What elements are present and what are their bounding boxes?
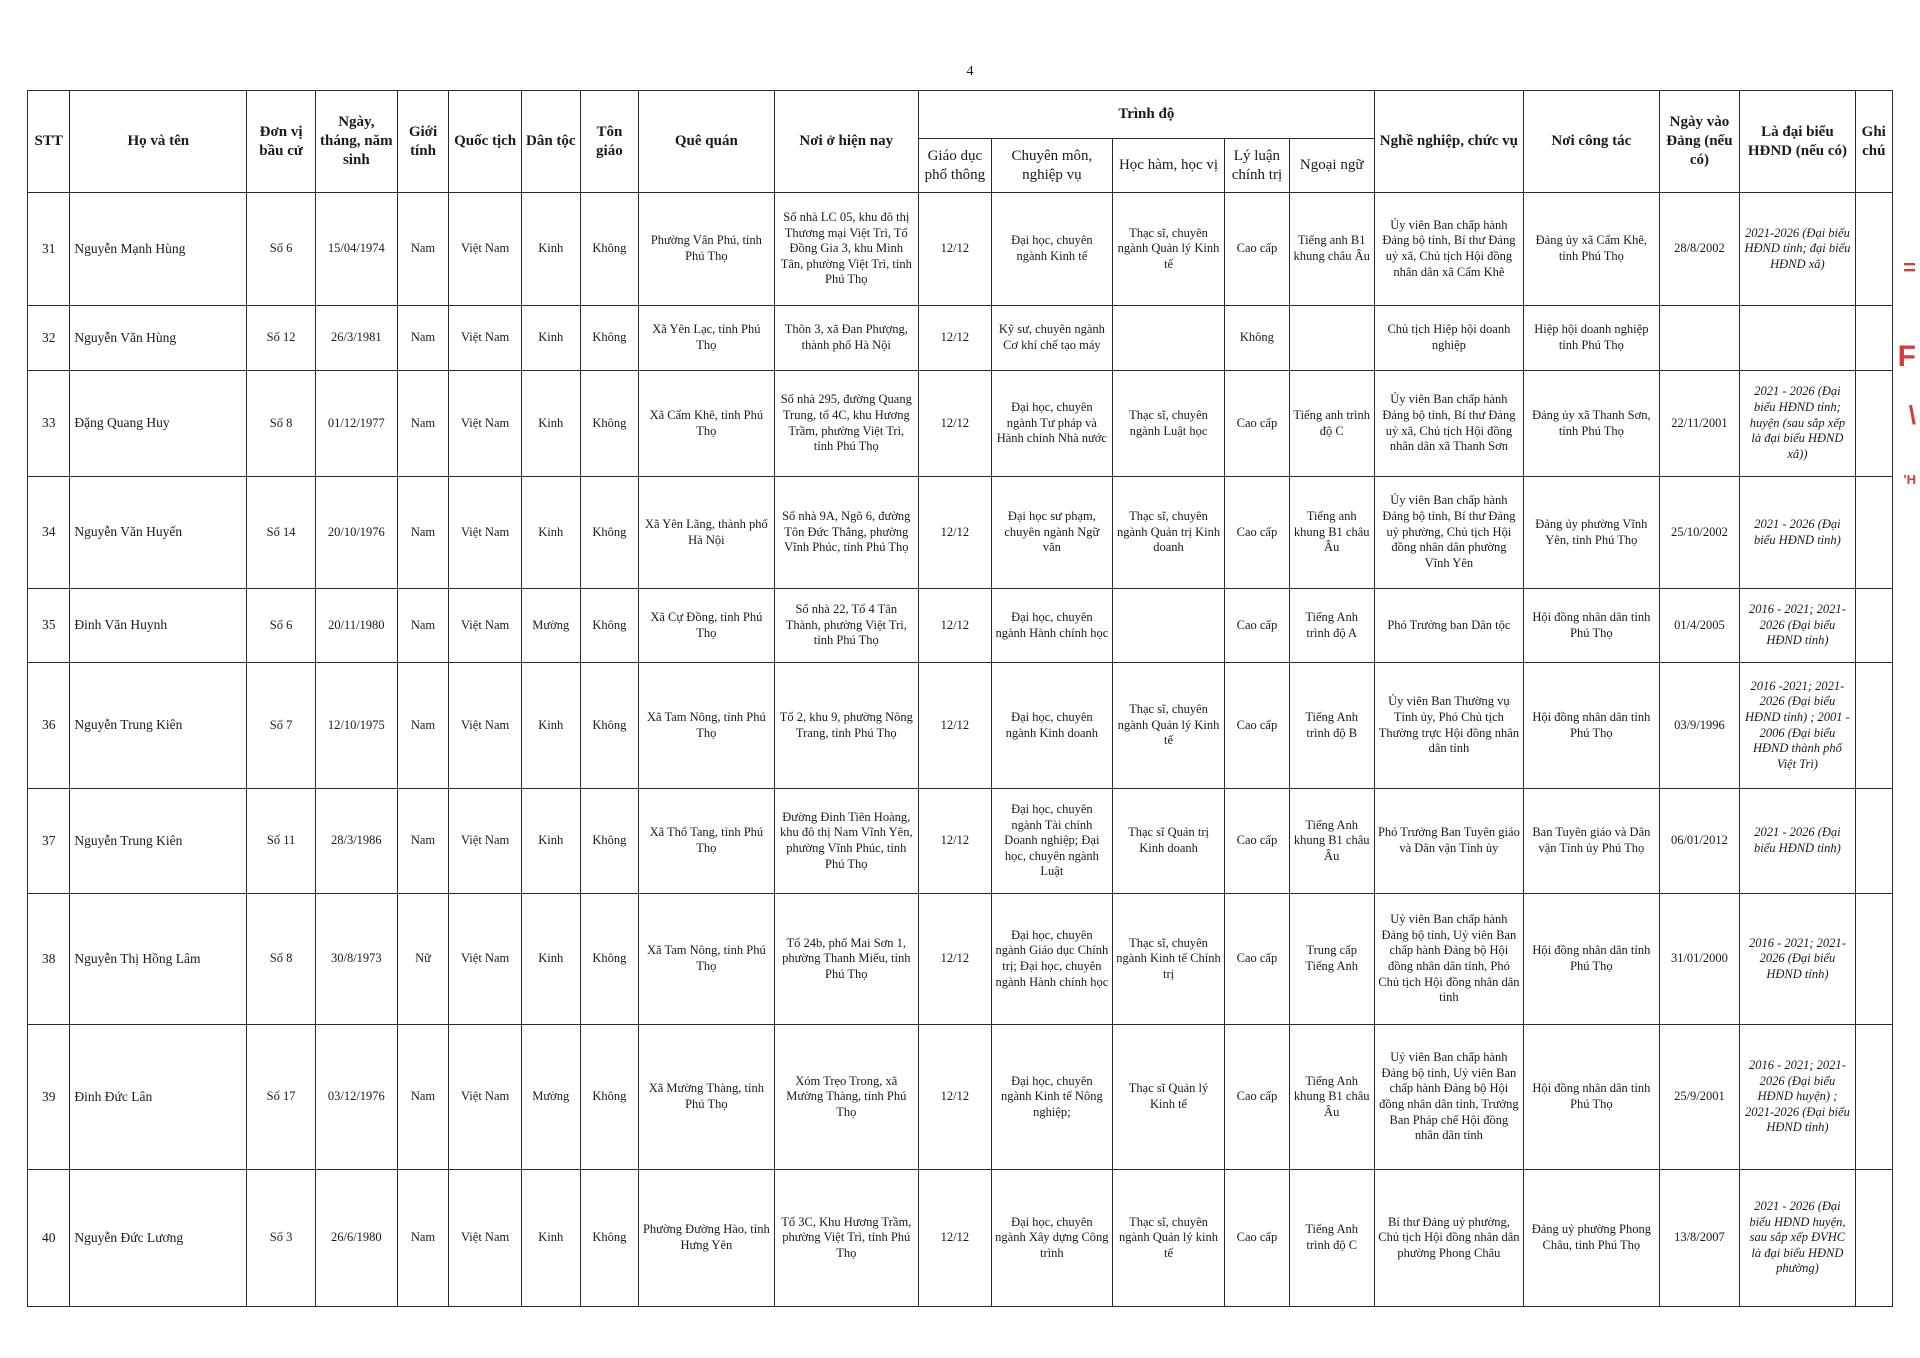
row-language: Tiếng anh B1 khung châu Âu — [1289, 193, 1374, 306]
table-header — [28, 91, 1893, 193]
row-general-edu: 12/12 — [919, 1025, 992, 1170]
row-delegate: 2016 - 2021; 2021-2026 (Đại biểu HĐND tỉnh) — [1740, 894, 1855, 1025]
row-political: Cao cấp — [1225, 1025, 1290, 1170]
row-hometown: Xã Tam Nông, tỉnh Phú Thọ — [639, 663, 774, 789]
row-unit: Số 11 — [247, 789, 316, 894]
row-stt: 39 — [28, 1025, 70, 1170]
row-hometown: Phường Đường Hào, tỉnh Hưng Yên — [639, 1170, 774, 1307]
row-party-date: 25/9/2001 — [1659, 1025, 1740, 1170]
header-specialty: Chuyên môn, nghiệp vụ — [991, 139, 1112, 193]
row-occupation: Phó Trưởng Ban Tuyên giáo và Dân vận Tỉnh ủy — [1374, 789, 1524, 894]
row-general-edu: 12/12 — [919, 193, 992, 306]
row-general-edu: 12/12 — [919, 306, 992, 371]
table-row — [28, 477, 1893, 589]
header-general-edu: Giáo dục phổ thông — [919, 139, 992, 193]
row-residence: Đường Đinh Tiên Hoàng, khu đô thị Nam Vĩnh Yên, phường Vĩnh Phúc, tỉnh Phú Thọ — [774, 789, 918, 894]
header-religion: Tôn giáo — [580, 91, 639, 193]
row-unit: Số 8 — [247, 894, 316, 1025]
row-gender: Nam — [397, 477, 449, 589]
row-occupation: Chủ tịch Hiệp hội doanh nghiệp — [1374, 306, 1524, 371]
row-academic: Thạc sĩ, chuyên ngành Luật học — [1112, 371, 1224, 477]
row-party-date: 13/8/2007 — [1659, 1170, 1740, 1307]
row-stt: 37 — [28, 789, 70, 894]
row-party-date: 01/4/2005 — [1659, 589, 1740, 663]
row-workplace: Hội đồng nhân dân tỉnh Phú Thọ — [1524, 894, 1659, 1025]
row-hometown: Xã Yên Lãng, thành phố Hà Nội — [639, 477, 774, 589]
row-dob: 30/8/1973 — [315, 894, 397, 1025]
row-workplace: Đảng ủy xã Cẩm Khê, tỉnh Phú Thọ — [1524, 193, 1659, 306]
row-religion: Không — [580, 1025, 639, 1170]
row-dob: 26/6/1980 — [315, 1170, 397, 1307]
row-general-edu: 12/12 — [919, 477, 992, 589]
row-party-date: 22/11/2001 — [1659, 371, 1740, 477]
row-notes — [1855, 1025, 1893, 1170]
row-party-date: 25/10/2002 — [1659, 477, 1740, 589]
row-hometown: Xã Cẩm Khê, tỉnh Phú Thọ — [639, 371, 774, 477]
header-delegate: Là đại biểu HĐND (nếu có) — [1740, 91, 1855, 193]
row-political: Cao cấp — [1225, 371, 1290, 477]
row-academic: Thạc sĩ, chuyên ngành Kinh tế Chính trị — [1112, 894, 1224, 1025]
row-occupation: Uỷ viên Ban chấp hành Đảng bộ tỉnh, Uỷ viên Ban chấp hành Đảng bộ Hội đồng nhân dân tỉnh, Phó Chủ tịch Hội đồng nhân dân tỉnh — [1374, 894, 1524, 1025]
row-unit: Số 7 — [247, 663, 316, 789]
row-political: Cao cấp — [1225, 1170, 1290, 1307]
row-ethnicity: Kinh — [521, 789, 580, 894]
row-stt: 31 — [28, 193, 70, 306]
row-academic — [1112, 306, 1224, 371]
row-specialty: Đại học, chuyên ngành Xây dựng Công trình — [991, 1170, 1112, 1307]
row-delegate: 2021-2026 (Đại biểu HĐND tỉnh; đại biểu HĐND xã) — [1740, 193, 1855, 306]
row-delegate: 2021 - 2026 (Đại biểu HĐND tỉnh; huyện (sau sắp xếp là đại biểu HĐND xã)) — [1740, 371, 1855, 477]
row-ethnicity: Kinh — [521, 193, 580, 306]
row-stt: 35 — [28, 589, 70, 663]
row-religion: Không — [580, 663, 639, 789]
row-dob: 20/10/1976 — [315, 477, 397, 589]
row-occupation: Ủy viên Ban chấp hành Đảng bộ tỉnh, Bí thư Đảng uỷ xã, Chủ tịch Hội đồng nhân dân xã Thanh Sơn — [1374, 371, 1524, 477]
row-full-name: Đinh Văn Huynh — [70, 589, 247, 663]
row-dob: 28/3/1986 — [315, 789, 397, 894]
row-occupation: Bí thư Đảng uỷ phường, Chủ tịch Hội đồng nhân dân phường Phong Châu — [1374, 1170, 1524, 1307]
row-dob: 15/04/1974 — [315, 193, 397, 306]
row-gender: Nam — [397, 193, 449, 306]
row-delegate: 2021 - 2026 (Đại biểu HĐND huyện, sau sắp xếp ĐVHC là đại biểu HĐND phường) — [1740, 1170, 1855, 1307]
row-notes — [1855, 306, 1893, 371]
row-workplace: Hội đồng nhân dân tỉnh Phú Thọ — [1524, 589, 1659, 663]
row-unit: Số 12 — [247, 306, 316, 371]
row-specialty: Đại học, chuyên ngành Hành chính học — [991, 589, 1112, 663]
row-hometown: Xã Tam Nông, tỉnh Phú Thọ — [639, 894, 774, 1025]
row-unit: Số 6 — [247, 589, 316, 663]
row-nationality: Việt Nam — [449, 306, 522, 371]
row-delegate: 2016 - 2021; 2021-2026 (Đại biểu HĐND huyện) ; 2021-2026 (Đại biểu HĐND tỉnh) — [1740, 1025, 1855, 1170]
row-nationality: Việt Nam — [449, 371, 522, 477]
header-academic: Học hàm, học vị — [1112, 139, 1224, 193]
table-row — [28, 1025, 1893, 1170]
row-stt: 32 — [28, 306, 70, 371]
header-education-group: Trình độ — [919, 91, 1375, 139]
table-row — [28, 1170, 1893, 1307]
row-workplace: Đảng uỷ phường Phong Châu, tỉnh Phú Thọ — [1524, 1170, 1659, 1307]
row-workplace: Đảng ủy phường Vĩnh Yên, tỉnh Phú Thọ — [1524, 477, 1659, 589]
row-dob: 20/11/1980 — [315, 589, 397, 663]
row-notes — [1855, 1170, 1893, 1307]
table-body — [28, 193, 1893, 1307]
row-academic: Thạc sĩ, chuyên ngành Quản lý Kinh tế — [1112, 193, 1224, 306]
row-hometown: Xã Thổ Tang, tỉnh Phú Thọ — [639, 789, 774, 894]
row-workplace: Hội đồng nhân dân tỉnh Phú Thọ — [1524, 663, 1659, 789]
row-full-name: Nguyễn Trung Kiên — [70, 789, 247, 894]
row-political: Cao cấp — [1225, 663, 1290, 789]
row-workplace: Hiệp hội doanh nghiệp tỉnh Phú Thọ — [1524, 306, 1659, 371]
row-dob: 01/12/1977 — [315, 371, 397, 477]
row-workplace: Hội đồng nhân dân tỉnh Phú Thọ — [1524, 1025, 1659, 1170]
row-religion: Không — [580, 589, 639, 663]
row-gender: Nam — [397, 306, 449, 371]
row-religion: Không — [580, 894, 639, 1025]
row-nationality: Việt Nam — [449, 894, 522, 1025]
row-academic — [1112, 589, 1224, 663]
stamp-fragment-icon: F — [1897, 340, 1916, 373]
row-hometown: Xã Cự Đồng, tỉnh Phú Thọ — [639, 589, 774, 663]
row-specialty: Đại học, chuyên ngành Tư pháp và Hành chính Nhà nước — [991, 371, 1112, 477]
row-language: Tiếng anh khung B1 châu Âu — [1289, 477, 1374, 589]
table-row — [28, 371, 1893, 477]
table-row — [28, 193, 1893, 306]
row-party-date: 31/01/2000 — [1659, 894, 1740, 1025]
header-full-name: Họ và tên — [70, 91, 247, 193]
row-political: Cao cấp — [1225, 589, 1290, 663]
row-academic: Thạc sĩ Quản lý Kinh tế — [1112, 1025, 1224, 1170]
row-unit: Số 17 — [247, 1025, 316, 1170]
row-residence: Thôn 3, xã Đan Phượng, thành phố Hà Nội — [774, 306, 918, 371]
row-specialty: Đại học, chuyên ngành Tài chính Doanh nghiệp; Đại học, chuyên ngành Luật — [991, 789, 1112, 894]
row-nationality: Việt Nam — [449, 193, 522, 306]
row-stt: 33 — [28, 371, 70, 477]
row-full-name: Nguyễn Mạnh Hùng — [70, 193, 247, 306]
row-occupation: Ủy viên Ban chấp hành Đảng bộ tỉnh, Bí thư Đảng uỷ xã, Chủ tịch Hội đồng nhân dân xã Cẩm Khê — [1374, 193, 1524, 306]
row-dob: 12/10/1975 — [315, 663, 397, 789]
row-ethnicity: Kinh — [521, 306, 580, 371]
row-hometown: Xã Mường Thàng, tỉnh Phú Thọ — [639, 1025, 774, 1170]
row-nationality: Việt Nam — [449, 663, 522, 789]
row-specialty: Đại học, chuyên ngành Giáo dục Chính trị; Đại học, chuyên ngành Hành chính học — [991, 894, 1112, 1025]
row-nationality: Việt Nam — [449, 789, 522, 894]
row-residence: Số nhà 9A, Ngõ 6, đường Tôn Đức Thắng, phường Vĩnh Phúc, tỉnh Phú Thọ — [774, 477, 918, 589]
row-religion: Không — [580, 789, 639, 894]
row-language — [1289, 306, 1374, 371]
row-dob: 03/12/1976 — [315, 1025, 397, 1170]
row-unit: Số 3 — [247, 1170, 316, 1307]
row-notes — [1855, 589, 1893, 663]
row-party-date: 03/9/1996 — [1659, 663, 1740, 789]
row-party-date: 28/8/2002 — [1659, 193, 1740, 306]
row-notes — [1855, 894, 1893, 1025]
stamp-fragment-icon: 'H — [1903, 472, 1916, 487]
row-unit: Số 8 — [247, 371, 316, 477]
row-delegate: 2021 - 2026 (Đại biểu HĐND tỉnh) — [1740, 789, 1855, 894]
row-occupation: Phó Trưởng ban Dân tộc — [1374, 589, 1524, 663]
header-language: Ngoại ngữ — [1289, 139, 1374, 193]
row-delegate: 2016 -2021; 2021-2026 (Đại biểu HĐND tỉnh) ; 2001 - 2006 (Đại biểu HĐND thành phố Việt Trì) — [1740, 663, 1855, 789]
stamp-fragment-icon: \ — [1908, 400, 1916, 430]
header-residence: Nơi ở hiện nay — [774, 91, 918, 193]
row-political: Cao cấp — [1225, 894, 1290, 1025]
row-gender: Nam — [397, 371, 449, 477]
row-nationality: Việt Nam — [449, 589, 522, 663]
row-unit: Số 6 — [247, 193, 316, 306]
row-notes — [1855, 663, 1893, 789]
row-stt: 36 — [28, 663, 70, 789]
row-general-edu: 12/12 — [919, 589, 992, 663]
row-political: Cao cấp — [1225, 193, 1290, 306]
row-dob: 26/3/1981 — [315, 306, 397, 371]
row-specialty: Đại học, chuyên ngành Kinh tế — [991, 193, 1112, 306]
row-occupation: Ủy viên Ban Thường vụ Tỉnh ủy, Phó Chủ tịch Thường trực Hội đồng nhân dân tỉnh — [1374, 663, 1524, 789]
row-religion: Không — [580, 193, 639, 306]
row-gender: Nam — [397, 663, 449, 789]
row-ethnicity: Kinh — [521, 477, 580, 589]
row-gender: Nam — [397, 789, 449, 894]
row-specialty: Đại học, chuyên ngành Kinh doanh — [991, 663, 1112, 789]
row-stt: 40 — [28, 1170, 70, 1307]
header-dob: Ngày, tháng, năm sinh — [315, 91, 397, 193]
row-general-edu: 12/12 — [919, 1170, 992, 1307]
row-language: Tiếng Anh trình độ C — [1289, 1170, 1374, 1307]
row-gender: Nam — [397, 1025, 449, 1170]
row-language: Tiếng Anh trình độ A — [1289, 589, 1374, 663]
row-gender: Nam — [397, 1170, 449, 1307]
row-residence: Xóm Trẹo Trong, xã Mường Thàng, tỉnh Phú Thọ — [774, 1025, 918, 1170]
row-unit: Số 14 — [247, 477, 316, 589]
row-delegate: 2021 - 2026 (Đại biểu HĐND tỉnh) — [1740, 477, 1855, 589]
row-delegate: 2016 - 2021; 2021-2026 (Đại biểu HĐND tỉnh) — [1740, 589, 1855, 663]
row-residence: Tổ 24b, phố Mai Sơn 1, phường Thanh Miếu, tỉnh Phú Thọ — [774, 894, 918, 1025]
row-general-edu: 12/12 — [919, 371, 992, 477]
row-ethnicity: Kinh — [521, 663, 580, 789]
row-residence: Số nhà LC 05, khu đô thị Thương mại Việt Trì, Tổ Đồng Gia 3, khu Minh Tân, phường Việt Trì, tỉnh Phú Thọ — [774, 193, 918, 306]
header-stt: STT — [28, 91, 70, 193]
row-party-date: 06/01/2012 — [1659, 789, 1740, 894]
row-residence: Số nhà 295, đường Quang Trung, tổ 4C, khu Hương Trầm, phường Việt Trì, tỉnh Phú Thọ — [774, 371, 918, 477]
row-language: Tiếng Anh trình độ B — [1289, 663, 1374, 789]
row-stt: 38 — [28, 894, 70, 1025]
header-notes: Ghi chú — [1855, 91, 1893, 193]
row-political: Cao cấp — [1225, 477, 1290, 589]
row-ethnicity: Kinh — [521, 894, 580, 1025]
row-religion: Không — [580, 477, 639, 589]
header-gender: Giới tính — [397, 91, 449, 193]
table-row — [28, 894, 1893, 1025]
header-workplace: Nơi công tác — [1524, 91, 1659, 193]
row-general-edu: 12/12 — [919, 663, 992, 789]
row-notes — [1855, 371, 1893, 477]
table-row — [28, 306, 1893, 371]
row-academic: Thạc sĩ, chuyên ngành Quản lý Kinh tế — [1112, 663, 1224, 789]
row-gender: Nam — [397, 589, 449, 663]
row-residence: Tổ 2, khu 9, phường Nông Trang, tỉnh Phú Thọ — [774, 663, 918, 789]
row-nationality: Việt Nam — [449, 1170, 522, 1307]
table-row — [28, 663, 1893, 789]
page-number: 4 — [966, 64, 974, 79]
row-language: Trung cấp Tiếng Anh — [1289, 894, 1374, 1025]
row-political: Không — [1225, 306, 1290, 371]
row-hometown: Phường Vân Phú, tỉnh Phú Thọ — [639, 193, 774, 306]
row-full-name: Nguyễn Đức Lương — [70, 1170, 247, 1307]
row-religion: Không — [580, 371, 639, 477]
stamp-fragment-icon: = — [1903, 255, 1916, 280]
row-nationality: Việt Nam — [449, 1025, 522, 1170]
row-notes — [1855, 477, 1893, 589]
header-hometown: Quê quán — [639, 91, 774, 193]
header-occupation: Nghề nghiệp, chức vụ — [1374, 91, 1524, 193]
row-general-edu: 12/12 — [919, 894, 992, 1025]
row-full-name: Nguyễn Thị Hồng Lâm — [70, 894, 247, 1025]
row-religion: Không — [580, 1170, 639, 1307]
row-academic: Thạc sĩ, chuyên ngành Quản trị Kinh doanh — [1112, 477, 1224, 589]
row-political: Cao cấp — [1225, 789, 1290, 894]
row-delegate — [1740, 306, 1855, 371]
row-full-name: Đặng Quang Huy — [70, 371, 247, 477]
table-row — [28, 589, 1893, 663]
row-general-edu: 12/12 — [919, 789, 992, 894]
row-workplace: Ban Tuyên giáo và Dân vận Tỉnh ủy Phú Thọ — [1524, 789, 1659, 894]
row-academic: Thạc sĩ Quản trị Kinh doanh — [1112, 789, 1224, 894]
row-language: Tiếng Anh khung B1 châu Âu — [1289, 789, 1374, 894]
header-political: Lý luận chính trị — [1225, 139, 1290, 193]
row-hometown: Xã Yên Lạc, tỉnh Phú Thọ — [639, 306, 774, 371]
row-ethnicity: Mường — [521, 589, 580, 663]
header-ethnicity: Dân tộc — [521, 91, 580, 193]
row-academic: Thạc sĩ, chuyên ngành Quản lý kinh tế — [1112, 1170, 1224, 1307]
row-full-name: Nguyễn Văn Hùng — [70, 306, 247, 371]
row-specialty: Đại học, chuyên ngành Kinh tế Nông nghiệp; — [991, 1025, 1112, 1170]
row-specialty: Đại học sư phạm, chuyên ngành Ngữ văn — [991, 477, 1112, 589]
row-ethnicity: Kinh — [521, 371, 580, 477]
table-row — [28, 789, 1893, 894]
row-nationality: Việt Nam — [449, 477, 522, 589]
row-full-name: Đinh Đức Lân — [70, 1025, 247, 1170]
row-full-name: Nguyễn Văn Huyến — [70, 477, 247, 589]
row-notes — [1855, 193, 1893, 306]
row-religion: Không — [580, 306, 639, 371]
header-unit: Đơn vị bầu cử — [247, 91, 316, 193]
row-language: Tiếng Anh khung B1 châu Âu — [1289, 1025, 1374, 1170]
row-gender: Nữ — [397, 894, 449, 1025]
row-language: Tiếng anh trình độ C — [1289, 371, 1374, 477]
row-ethnicity: Mường — [521, 1025, 580, 1170]
row-residence: Số nhà 22, Tổ 4 Tân Thành, phường Việt Trì, tỉnh Phú Thọ — [774, 589, 918, 663]
row-party-date — [1659, 306, 1740, 371]
row-full-name: Nguyễn Trung Kiên — [70, 663, 247, 789]
row-specialty: Kỹ sư, chuyên ngành Cơ khí chế tạo máy — [991, 306, 1112, 371]
row-stt: 34 — [28, 477, 70, 589]
row-occupation: Uỷ viên Ban chấp hành Đảng bộ tỉnh, Uỷ viên Ban chấp hành Đảng bộ Hội đồng nhân dân tỉnh, Trưởng Ban Pháp chế Hội đồng nhân dân tỉnh — [1374, 1025, 1524, 1170]
header-party-date: Ngày vào Đảng (nếu có) — [1659, 91, 1740, 193]
row-residence: Tổ 3C, Khu Hương Trầm, phường Việt Trì, tỉnh Phú Thọ — [774, 1170, 918, 1307]
header-nationality: Quốc tịch — [449, 91, 522, 193]
row-ethnicity: Kinh — [521, 1170, 580, 1307]
row-notes — [1855, 789, 1893, 894]
row-workplace: Đảng ủy xã Thanh Sơn, tỉnh Phú Thọ — [1524, 371, 1659, 477]
row-occupation: Ủy viên Ban chấp hành Đảng bộ tỉnh, Bí thư Đảng uỷ phường, Chủ tịch Hội đồng nhân dân phường Vĩnh Yên — [1374, 477, 1524, 589]
candidate-table — [27, 90, 1893, 1307]
